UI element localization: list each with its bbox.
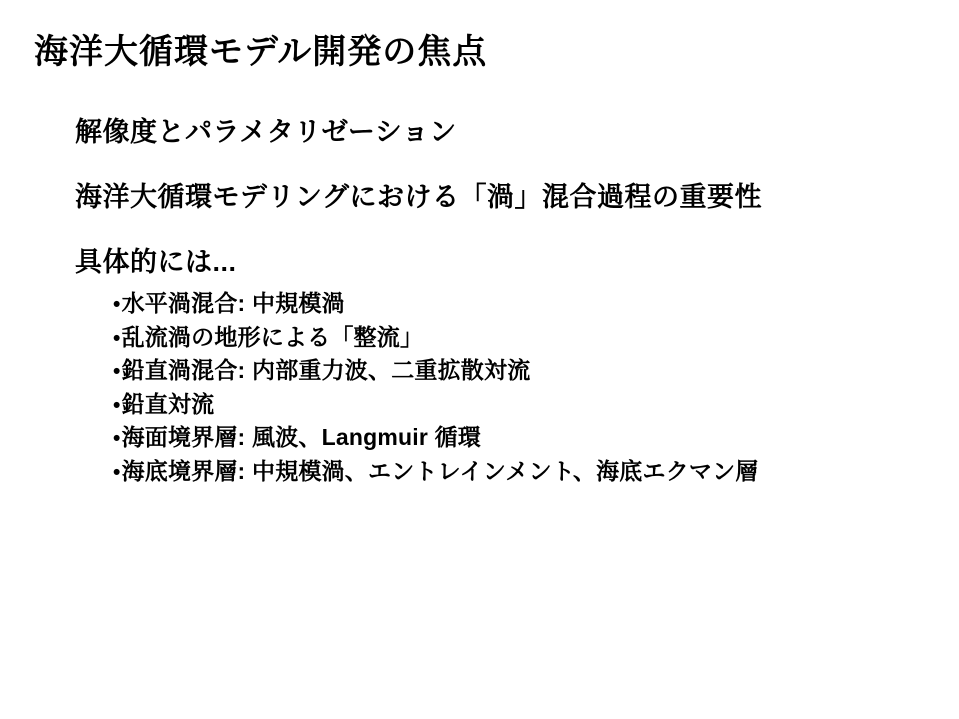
bullet-icon: • [113,293,121,316]
bullet-icon: • [113,427,121,450]
bullet-icon: • [113,460,121,484]
list-item [113,321,759,355]
bullet-icon: • [113,360,121,383]
detail-bottom-boundary-layer: 海底境界層: 中規模渦、エントレインメント、海底エクマン層 [121,457,759,484]
point-specifically: 具体的には... [75,247,237,277]
list-item [113,287,759,321]
detail-horizontal-eddy-mixing: 水平渦混合: 中規模渦 [121,290,345,316]
detail-vertical-eddy-mixing: 鉛直渦混合: 内部重力波、二重拡散対流 [121,357,531,383]
bullet-icon: • [113,326,121,350]
detail-bullet-list [113,287,759,488]
slide-title: 海洋大循環モデル開発の焦点 [34,33,488,71]
detail-turbulent-eddy-rectification: 乱流渦の地形による「整流」 [121,323,424,350]
detail-surface-boundary-layer: 海面境界層: 風波、Langmuir 循環 [121,424,481,450]
list-item [113,354,759,388]
list-item [113,421,759,455]
point-resolution-parameterization: 解像度とパラメタリゼーション [75,117,457,147]
point-eddy-mixing-importance: 海洋大循環モデリングにおける「渦」混合過程の重要性 [75,182,762,212]
list-item [113,388,759,422]
detail-vertical-convection: 鉛直対流 [121,390,215,417]
bullet-icon: • [113,393,121,417]
list-item [113,455,759,489]
